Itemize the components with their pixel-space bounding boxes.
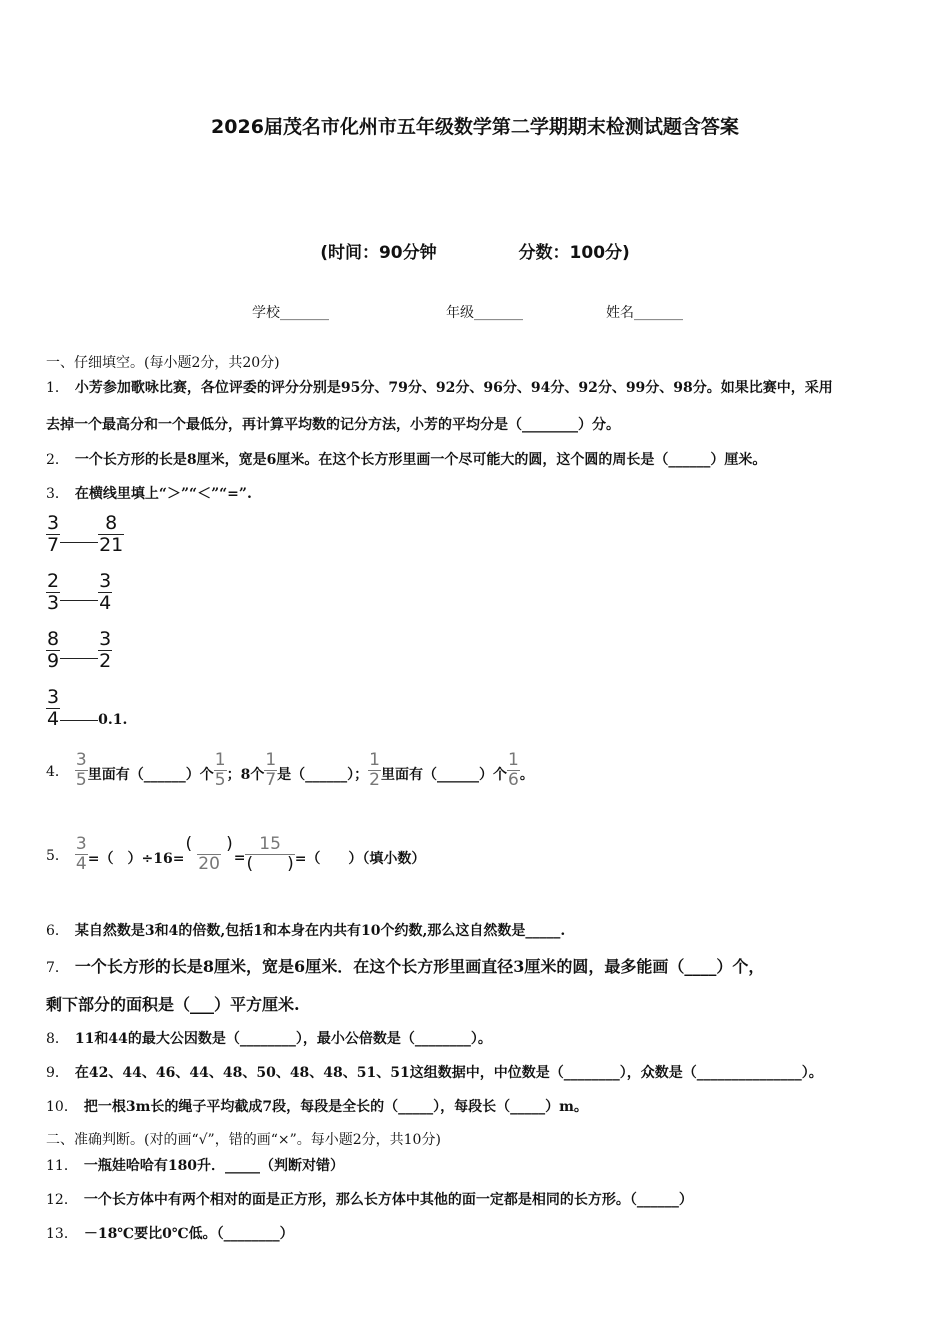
fraction: $\frac{3}{4}$ [75, 834, 87, 874]
question-11: 11． 一瓶娃哈哈有180升．_____（判断对错） [46, 1158, 345, 1174]
page-title: 2026届茂名市化州市五年级数学第二学期期末检测试题含答案 [211, 116, 739, 138]
compare-row-2 [46, 572, 112, 613]
question-9: 9． 在42、44、46、44、48、50、48、48、51、51这组数据中，中位数是（________），众数是（_______________）。 [46, 1065, 823, 1081]
fraction: $\frac{15}{( )}$ [246, 834, 294, 874]
fraction: $\frac{3}{7}$ [47, 512, 60, 556]
fraction: $\frac{( )}{20}$ [185, 834, 233, 874]
school-field[interactable]: 学校_______ [252, 305, 329, 321]
exam-score: 分数：100分) [518, 243, 630, 263]
fraction: $\frac{8}{9}$ [47, 628, 60, 672]
question-12: 12． 一个长方体中有两个相对的面是正方形，那么长方体中其他的面一定都是相同的长方形。（______） [46, 1192, 693, 1208]
question-4: 4． $\frac{3}{5}$ 里面有（______）个 $\frac{1}{5}$ ；8个 $\frac{1}{7}$ 是（______）； $\frac{1}{2}$ 里面有（______）个 $\frac{1}{6}$ 。 [46, 750, 534, 790]
compare-value: 0.1. [98, 712, 128, 728]
fraction: $\frac{3}{5}$ [75, 750, 87, 790]
question-1-line-1: 1． 小芳参加歌咏比赛，各位评委的评分分别是95分、79分、92分、96分、94分、92分、99分、98分。如果比赛中，采用 [46, 380, 833, 396]
question-6: 6． 某自然数是3和4的倍数,包括1和本身在内共有10个约数,那么这自然数是_____. [46, 923, 566, 939]
question-7-line-2: 剩下部分的面积是（___）平方厘米. [46, 995, 300, 1014]
section-2-heading: 二、准确判断。(对的画“√”，错的画“×”。每小题2分，共10分) [46, 1132, 441, 1148]
compare-row-1 [46, 514, 124, 555]
fraction: $\frac{3}{4}$ [99, 570, 112, 614]
answer-blank[interactable] [60, 542, 98, 543]
question-2: 2． 一个长方形的长是8厘米，宽是6厘米。在这个长方形里画一个尽可能大的圆，这个圆的周长是（______）厘米。 [46, 452, 767, 468]
answer-blank[interactable] [60, 720, 98, 721]
question-8: 8． 11和44的最大公因数是（________），最小公倍数是（________）。 [46, 1031, 492, 1047]
fraction: $\frac{1}{6}$ [507, 750, 519, 790]
fraction: $\frac{3}{4}$ [47, 686, 60, 730]
fraction: $\frac{1}{2}$ [369, 750, 380, 790]
fraction: $\frac{8}{21}$ [99, 512, 124, 556]
fraction: $\frac{1}{7}$ [265, 750, 277, 790]
answer-blank[interactable] [60, 600, 98, 601]
question-10: 10． 把一根3m长的绳子平均截成7段，每段是全长的（_____），每段长（_____）m。 [46, 1099, 588, 1115]
exam-time: (时间：90分钟 [320, 243, 437, 263]
question-3: 3． 在横线里填上“＞”“＜”“=”. [46, 486, 252, 502]
question-5: 5． $\frac{3}{4}$ =（ ）÷16= $\frac{( )}{20}$ = $\frac{15}{( )}$ =（ ）（填小数） [46, 834, 426, 874]
name-field[interactable]: 姓名_______ [606, 305, 683, 321]
fraction: $\frac{3}{2}$ [99, 628, 112, 672]
question-7-line-1: 7． 一个长方形的长是8厘米，宽是6厘米．在这个长方形里画直径3厘米的圆，最多能画（____）个， [46, 957, 765, 976]
compare-row-4 [46, 688, 127, 729]
question-1-line-2: 去掉一个最高分和一个最低分，再计算平均数的记分方法，小芳的平均分是（________）分。 [46, 417, 620, 433]
section-1-heading: 一、仔细填空。(每小题2分，共20分) [46, 355, 280, 371]
question-13: 13． －18℃要比0℃低。（________） [46, 1226, 294, 1242]
grade-field[interactable]: 年级_______ [446, 305, 523, 321]
answer-blank[interactable] [60, 658, 98, 659]
compare-row-3 [46, 630, 112, 671]
exam-meta [0, 238, 950, 263]
fraction: $\frac{2}{3}$ [47, 570, 60, 614]
fraction: $\frac{1}{5}$ [214, 750, 226, 790]
